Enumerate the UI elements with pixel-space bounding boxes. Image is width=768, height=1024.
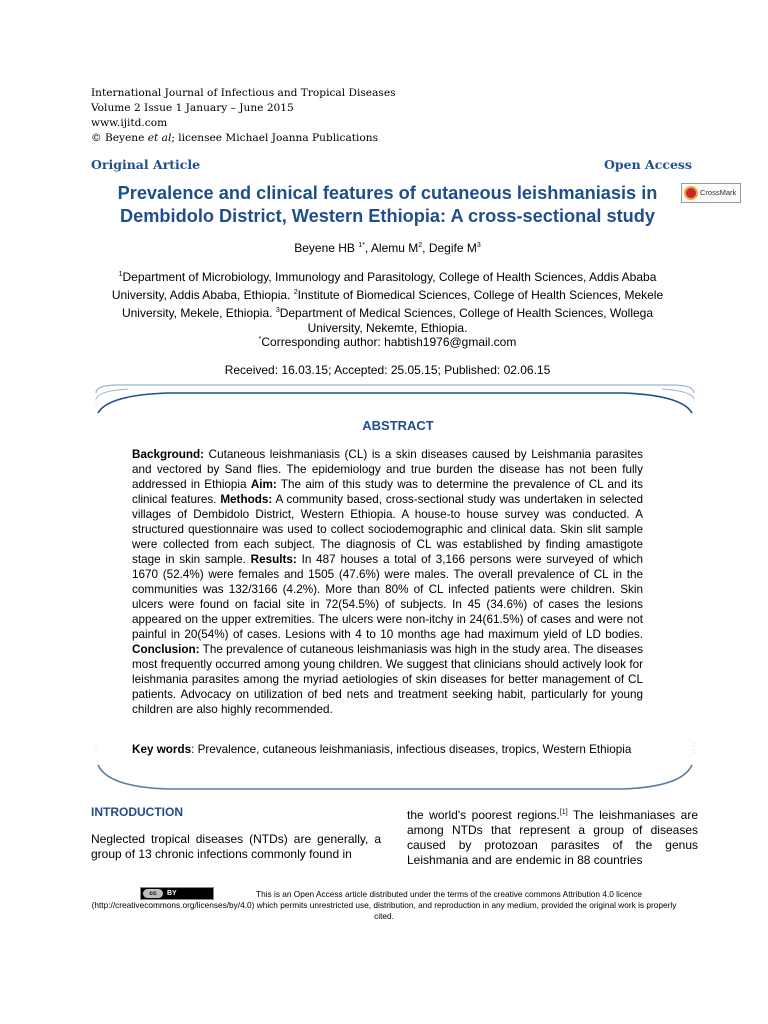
article-type: Original Article [91, 157, 201, 172]
author-sup: 1* [358, 242, 365, 249]
copyright-prefix: © Beyene [91, 132, 148, 144]
article-title: Prevalence and clinical features of cutaneous leishmaniasis in Dembidolo District, Western Ethiopia: A cross-sectional study [117, 183, 658, 226]
citation-ref[interactable]: [1] [559, 809, 568, 816]
corresponding-text[interactable]: Corresponding author: habtish1976@gmail.com [261, 335, 517, 349]
author-name: Beyene HB [294, 241, 359, 255]
corresponding-sup: * [258, 336, 262, 343]
open-access-label: Open Access [604, 157, 692, 172]
abstract-text: In 487 houses a total of 3,166 persons were surveyed of which 1670 (52.4%) were females and 1505 (47.6%) were males. The overall prevalence of CL in the communities was 132/3166 (4.2%). More than 80% of CL infected patients were children. Skin ulcers were found on facial site in 72(54.5%) of subjects. In 45 (34.6%) of cases the lesions appeared on the upper extremities. The ulcers were non-itchy in 24(61.5%) of cases and were not painful in 20(54%) of cases. Lesions with 4 to 10 months age had maximum yield of LD bodies. [132, 553, 644, 641]
affiliation-sup: 3 [275, 307, 280, 314]
affiliation-text: Institute of Biomedical Sciences, College of Health Sciences, Mekele University, Mekele, Ethiopia. [121, 288, 664, 320]
abstract-label: Background: [132, 448, 205, 461]
journal-header [91, 86, 396, 146]
introduction-heading: INTRODUCTION [91, 805, 183, 819]
author-name: , Alemu M [364, 241, 419, 255]
abstract-label: Results: [250, 553, 297, 566]
abstract-label: Aim: [250, 478, 277, 491]
affiliations [100, 267, 675, 336]
crossmark-button[interactable] [681, 183, 741, 203]
corresponding-author [95, 335, 680, 349]
publication-dates: Received: 16.03.15; Accepted: 25.05.15; Published: 02.06.15 [224, 363, 551, 377]
keywords [132, 742, 643, 757]
cc-icon: cc [143, 889, 163, 898]
affiliation-text: Department of Microbiology, Immunology and Parasitology, College of Health Sciences, Addis Ababa University, Addis Ababa, Ethiopia. [111, 270, 657, 302]
abstract-text: The prevalence of cutaneous leishmaniasis was high in the study area. The diseases most frequently occurred among young children. We suggest that clinicians should actively look for leishmania parasites among the myriad aetiologies of skin diseases for better management of CL patients. Advocacy on utilization of bed nets and treatment seeking habit, particularly for young children are also highly recommended. [132, 643, 643, 716]
author-name: , Degife M [422, 241, 477, 255]
author-list [95, 241, 680, 255]
abstract-label: Conclusion: [132, 643, 200, 656]
affiliation-sup: 1 [118, 271, 123, 278]
journal-issue: Volume 2 Issue 1 January – June 2015 [91, 102, 294, 114]
abstract-text: A community based, cross-sectional study was undertaken in selected villages of Dembidolo District, Western Ethiopia. A house-to house survey was conducted. A structured questionnaire was used to collect sociodemographic and clinical data. Skin slit sample were collected from each subject. The diagnosis of CL was established by finding amastigote stage in skin sample. [132, 493, 643, 566]
author-sup: 2 [418, 242, 423, 249]
abstract-heading: ABSTRACT [362, 418, 434, 433]
author-sup: 3 [476, 242, 481, 249]
introduction-column-2 [407, 805, 698, 868]
license-text: This is an Open Access article distributed under the terms of the creative commons Attribution 4.0 licence (http://creativecommons.org/licenses/by/4.0) which permits unrestricted use, distribution, and reproduction in any medium, provided the original work is properly cited. [91, 889, 677, 921]
keywords-text: : Prevalence, cutaneous leishmaniasis, infectious diseases, tropics, Western Ethiopia [191, 743, 632, 756]
intro-text: the world's poorest regions. [407, 808, 560, 822]
keywords-label: Key words [132, 743, 192, 756]
intro-text: The leishmaniases are among NTDs that represent a group of diseases caused by protozoan parasites of the genus Leishmania and are endemic in 88 countries [407, 808, 698, 867]
copyright-etal: et al [147, 132, 172, 144]
affiliation-text: Department of Medical Sciences, College of Health Sciences, Wollega University, Nekemte, Ethiopia. [279, 306, 654, 335]
journal-website[interactable]: www.ijitd.com [91, 117, 168, 129]
abstract-label: Methods: [220, 493, 273, 506]
cc-by-label: BY [167, 890, 177, 897]
crossmark-label: CrossMark [700, 188, 737, 197]
journal-copyright [91, 131, 396, 146]
abstract-text: Cutaneous leishmaniasis (CL) is a skin diseases caused by Leishmania parasites and vectored by Sand flies. The epidemiology and true burden the disease has not been fully addressed in Ethiopia [132, 448, 643, 491]
abstract-text: The aim of this study was to determine the prevalence of CL and its clinical features. [132, 478, 643, 506]
crossmark-icon [684, 186, 698, 200]
introduction-column-1: Neglected tropical diseases (NTDs) are generally, a group of 13 chronic infections commonly found in [91, 832, 381, 861]
copyright-suffix: ; licensee Michael Joanna Publications [171, 132, 379, 144]
journal-name: International Journal of Infectious and Tropical Diseases [91, 87, 396, 99]
affiliation-sup: 2 [293, 289, 298, 296]
abstract-body [132, 447, 643, 717]
